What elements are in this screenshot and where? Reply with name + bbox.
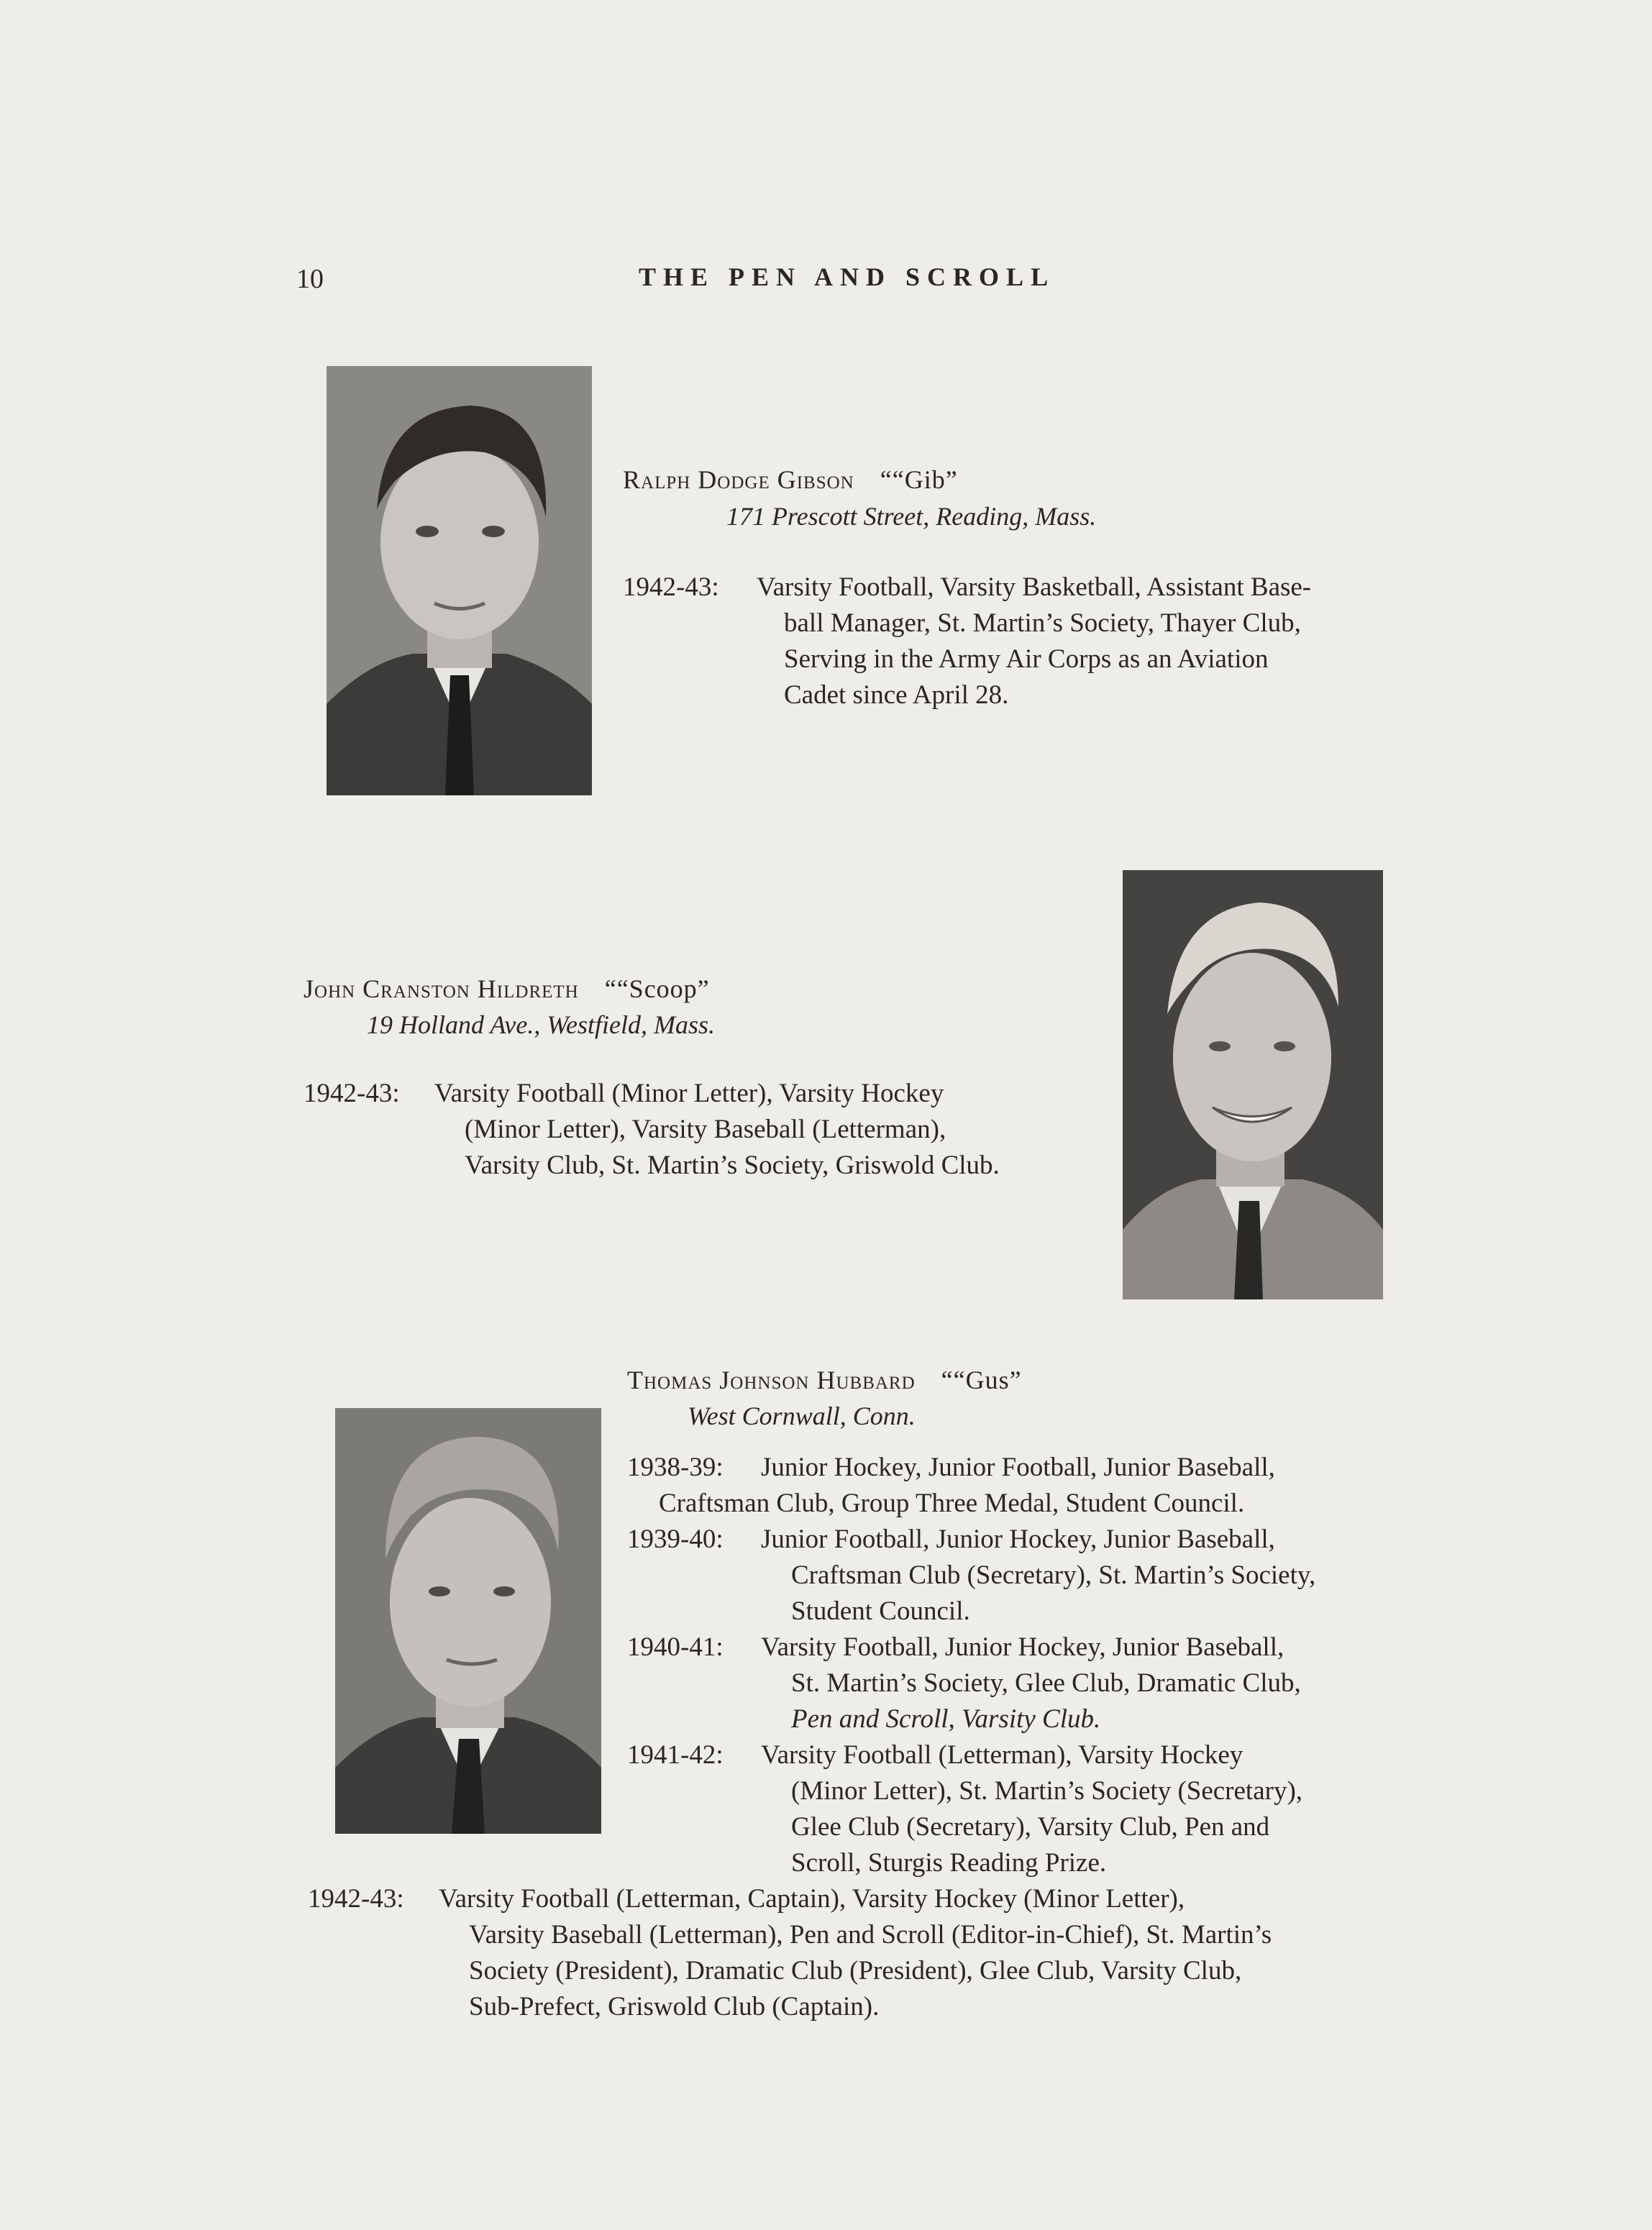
activity-line: Junior Football, Junior Hockey, Junior Baseball, [761,1525,1275,1554]
activity-record [308,1881,1444,2025]
school-year: 1939-40: [627,1525,724,1554]
activity-record [304,1076,1095,1191]
student-address: West Cornwall, Conn. [688,1402,916,1430]
student-nickname: ““Gus” [941,1366,1022,1394]
activity-list [761,1522,1430,1630]
school-year: 1941-42: [627,1740,724,1770]
activity-line: Craftsman Club, Group Three Medal, Student Council. [659,1489,1245,1518]
portrait-photo-gibson [327,366,592,795]
activity-line: Varsity Football, Varsity Basketball, Assistant Base- [757,572,1312,602]
activity-record [627,1737,1433,1881]
activity-record [623,570,1414,713]
student-address: 19 Holland Ave., Westfield, Mass. [367,1010,715,1039]
activity-line: (Minor Letter), Varsity Baseball (Letterman), [465,1115,946,1144]
student-name-line [623,465,958,495]
activity-list [434,1076,1024,1184]
portrait-photo-hubbard [335,1408,601,1834]
activity-line: Society (President), Dramatic Club (President), Glee Club, Varsity Club, [469,1956,1242,1985]
portrait-photo-hildreth [1123,870,1383,1299]
school-year: 1940-41: [627,1632,724,1662]
activity-line: Craftsman Club (Secretary), St. Martin’s Society, [791,1560,1316,1590]
activity-line: Varsity Football (Letterman, Captain), Varsity Hockey (Minor Letter), [439,1884,1185,1914]
activity-line: Student Council. [791,1596,970,1626]
activity-line: ball Manager, St. Martin’s Society, Thayer Club, [784,608,1301,638]
activity-line: Varsity Football (Letterman), Varsity Hockey [761,1740,1243,1770]
activity-line: Serving in the Army Air Corps as an Aviation [784,644,1269,674]
activity-record [627,1630,1433,1737]
school-year: 1942-43: [623,572,719,602]
student-name-line [304,974,710,1004]
activity-line: Cadet since April 28. [784,680,1009,710]
activity-line: Junior Hockey, Junior Football, Junior Baseball, [761,1453,1275,1482]
activity-line: (Minor Letter), St. Martin’s Society (Secretary), [791,1776,1303,1806]
student-name: Thomas Johnson Hubbard [627,1366,916,1394]
activity-list [761,1737,1430,1881]
activity-line: Pen and Scroll, Varsity Club. [791,1704,1101,1734]
activity-line: Varsity Club, St. Martin’s Society, Griswold Club. [465,1151,1000,1180]
page-number: 10 [296,264,324,294]
student-nickname: ““Gib” [880,465,958,494]
activity-line: St. Martin’s Society, Glee Club, Dramatic Club, [791,1668,1301,1698]
activity-line: Glee Club (Secretary), Varsity Club, Pen and [791,1812,1270,1842]
activity-list [757,570,1332,713]
school-year: 1938-39: [627,1453,724,1482]
student-name-line [627,1365,1022,1395]
student-name: John Cranston Hildreth [304,974,579,1003]
running-title: THE PEN AND SCROLL [639,262,1056,291]
activity-line: Varsity Football, Junior Hockey, Junior Baseball, [761,1632,1284,1662]
activity-line: Varsity Football (Minor Letter), Varsity Hockey [434,1079,944,1108]
activity-record [627,1450,1433,1522]
activity-record [627,1522,1433,1630]
student-nickname: ““Scoop” [604,974,710,1003]
activity-line: Varsity Baseball (Letterman), Pen and Scroll (Editor-in-Chief), St. Martin’s [469,1920,1272,1950]
activity-line: Scroll, Sturgis Reading Prize. [791,1848,1107,1878]
student-address: 171 Prescott Street, Reading, Mass. [726,502,1097,531]
school-year: 1942-43: [304,1079,400,1108]
activity-line: Sub-Prefect, Griswold Club (Captain). [469,1992,880,2021]
activity-list [761,1630,1430,1737]
school-year: 1942-43: [308,1884,404,1914]
student-name: Ralph Dodge Gibson [623,465,854,494]
activity-list [439,1881,1438,2025]
